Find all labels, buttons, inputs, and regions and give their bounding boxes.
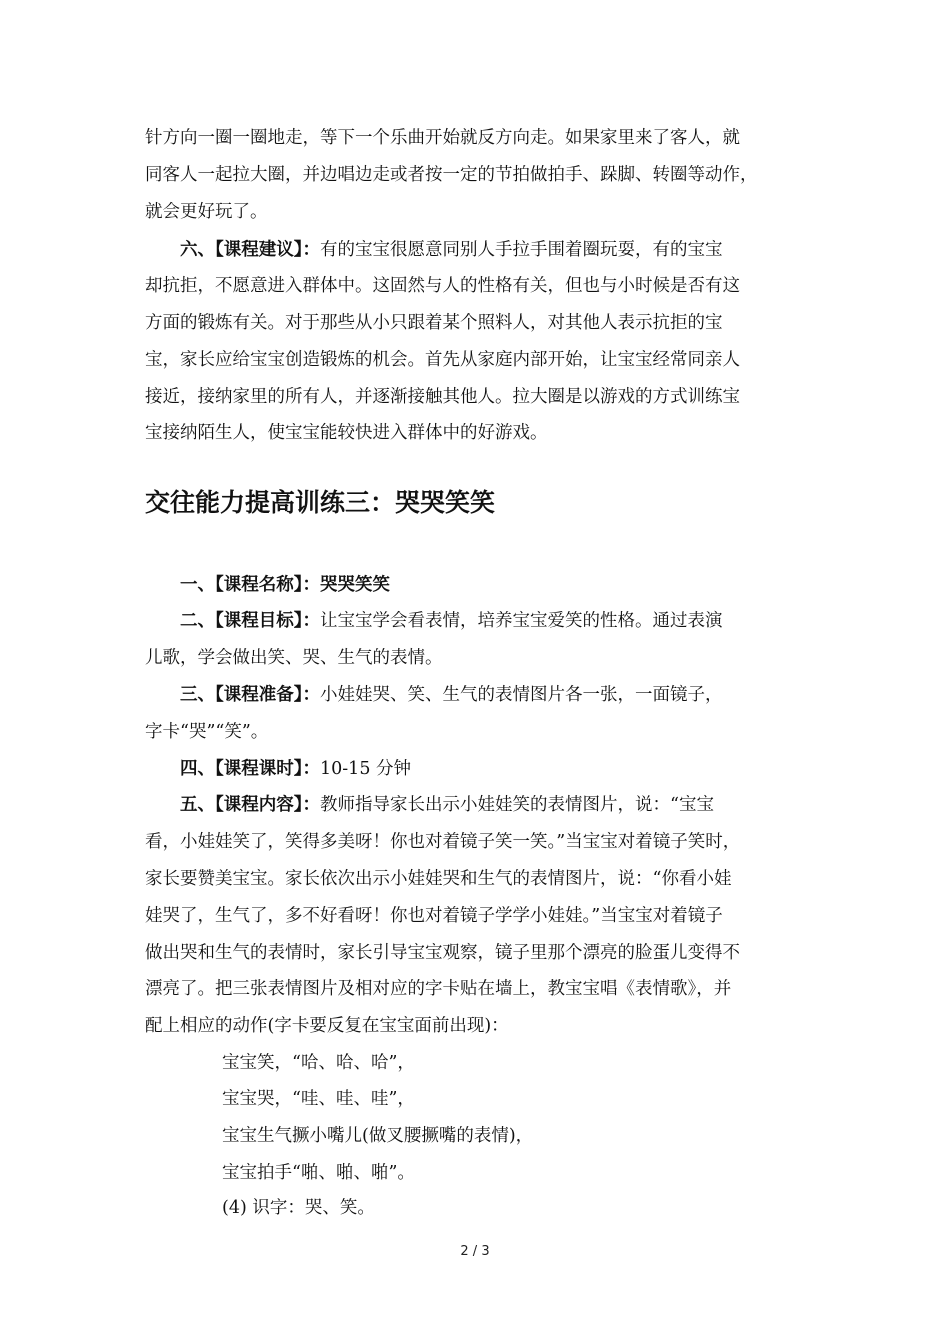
course-name — [180, 573, 860, 597]
suggestion-line: 接近，接纳家里的所有人，并逐渐接触其他人。拉大圈是以游戏的方式训练宝 — [145, 387, 740, 407]
course-content-text: 教师指导家长出示小娃娃笑的表情图片，说：“宝宝 — [320, 795, 714, 815]
course-content-label: 五、【课程内容】： — [180, 795, 320, 815]
suggestion-paragraph — [180, 238, 860, 262]
suggestion-line: 宝，家长应给宝宝创造锻炼的机会。首先从家庭内部开始，让宝宝经常同亲人 — [145, 350, 740, 370]
course-goal-label: 二、【课程目标】： — [180, 611, 320, 631]
song-line: 宝宝笑，“哈、哈、哈”， — [222, 1053, 415, 1073]
course-prep-label: 三、【课程准备】： — [180, 685, 320, 705]
suggestion-line: 却抗拒，不愿意进入群体中。这固然与人的性格有关，但也与小时候是否有这 — [145, 276, 740, 296]
course-prep-line: 字卡“哭”“笑”。 — [145, 722, 269, 742]
literacy-line: (4) 识字：哭、笑。 — [222, 1198, 375, 1218]
course-goal-line: 儿歌，学会做出笑、哭、生气的表情。 — [145, 648, 443, 668]
course-content-line: 配上相应的动作(字卡要反复在宝宝面前出现)： — [145, 1016, 509, 1036]
suggestion-label: 六、【课程建议】： — [180, 240, 320, 260]
song-line: 宝宝拍手“啪、啪、啪”。 — [222, 1163, 415, 1183]
suggestion-text: 有的宝宝很愿意同别人手拉手围着圈玩耍，有的宝宝 — [320, 240, 723, 260]
course-content-line: 漂亮了。把三张表情图片及相对应的字卡贴在墙上，教宝宝唱《表情歌》，并 — [145, 979, 732, 999]
intro-line: 同客人一起拉大圈，并边唱边走或者按一定的节拍做拍手、跺脚、转圈等动作， — [145, 165, 758, 185]
course-prep-text: 小娃娃哭、笑、生气的表情图片各一张，一面镜子， — [320, 685, 723, 705]
course-content-line: 做出哭和生气的表情时，家长引导宝宝观察，镜子里那个漂亮的脸蛋儿变得不 — [145, 943, 740, 963]
course-time-value: 10-15 分钟 — [320, 759, 412, 779]
course-name-label: 一、【课程名称】： — [180, 575, 320, 595]
course-content-line: 家长要赞美宝宝。家长依次出示小娃娃哭和生气的表情图片，说：“你看小娃 — [145, 869, 732, 889]
intro-line: 就会更好玩了。 — [145, 202, 268, 222]
course-time-label: 四、【课程课时】： — [180, 759, 320, 779]
suggestion-line: 宝接纳陌生人，使宝宝能较快进入群体中的好游戏。 — [145, 423, 548, 443]
song-line: 宝宝生气撅小嘴儿(做叉腰撅嘴的表情)， — [222, 1126, 534, 1146]
suggestion-line: 方面的锻炼有关。对于那些从小只跟着某个照料人，对其他人表示抗拒的宝 — [145, 313, 723, 333]
course-time — [180, 757, 860, 781]
course-goal-text: 让宝宝学会看表情，培养宝宝爱笑的性格。通过表演 — [320, 611, 723, 631]
section-title: 交往能力提高训练三：哭哭笑笑 — [145, 488, 496, 517]
page-number: 2 / 3 — [460, 1244, 490, 1259]
course-name-value: 哭哭笑笑 — [320, 575, 390, 595]
course-prep — [180, 683, 860, 707]
course-content — [180, 793, 860, 817]
course-goal — [180, 609, 860, 633]
course-content-line: 看，小娃娃笑了，笑得多美呀！你也对着镜子笑一笑。”当宝宝对着镜子笑时， — [145, 832, 741, 852]
song-line: 宝宝哭，“哇、哇、哇”， — [222, 1089, 415, 1109]
course-content-line: 娃哭了，生气了，多不好看呀！你也对着镜子学学小娃娃。”当宝宝对着镜子 — [145, 906, 723, 926]
intro-line: 针方向一圈一圈地走，等下一个乐曲开始就反方向走。如果家里来了客人，就 — [145, 128, 740, 148]
